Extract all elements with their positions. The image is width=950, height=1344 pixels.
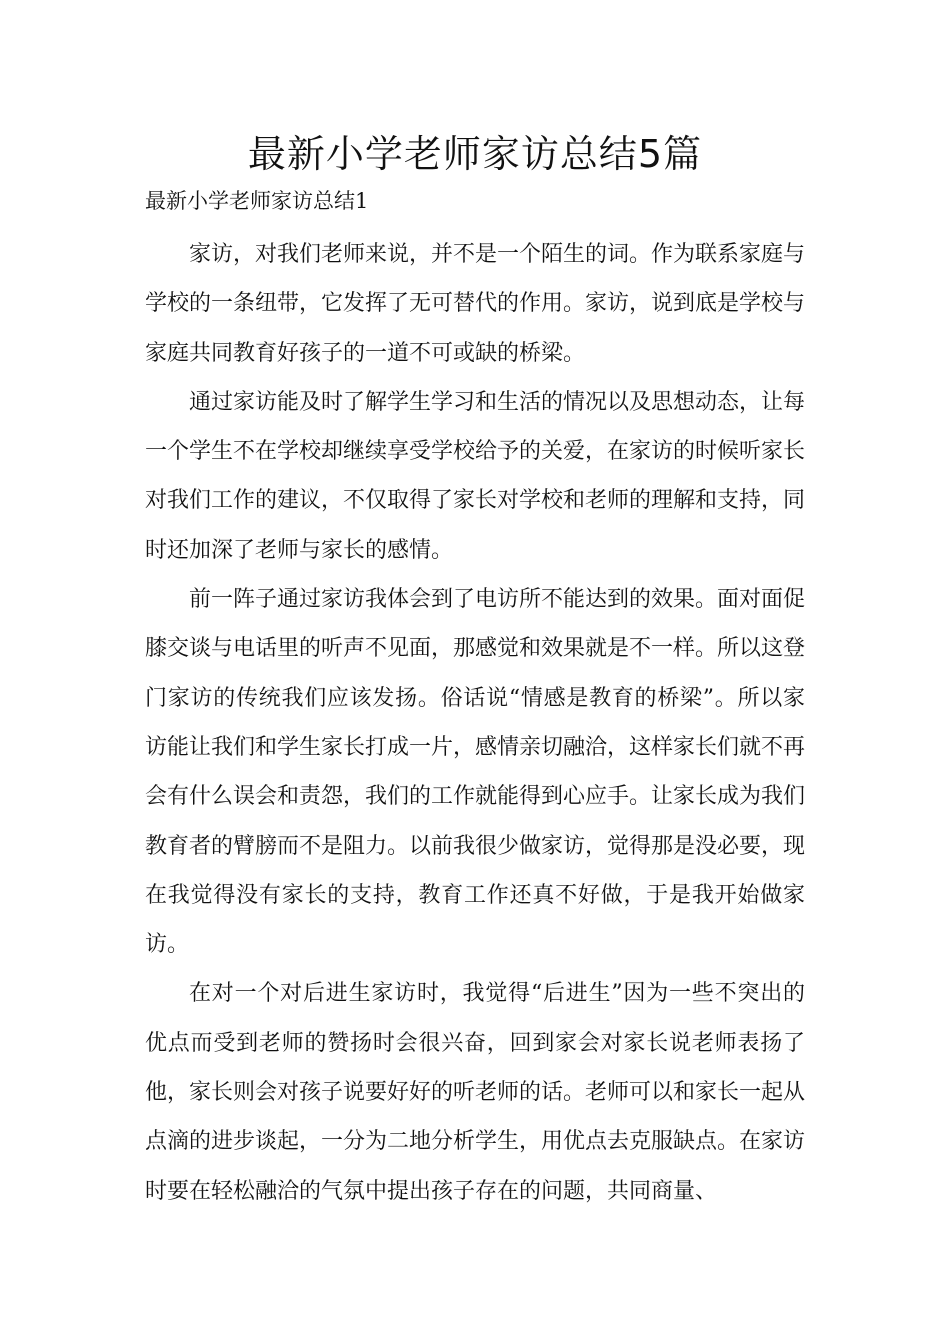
paragraph: 在对一个对后进生家访时，我觉得“后进生”因为一些不突出的优点而受到老师的赞扬时会很兴奋，回到家会对家长说老师表扬了他，家长则会对孩子说要好好的听老师的话。老师可以和家长一起从点滴的进步谈起，一分为二地分析学生，用优点去克服缺点。在家访时要在轻松融洽的气氛中提出孩子存在的问题，共同商量、: [145, 981, 806, 1204]
paragraph: 通过家访能及时了解学生学习和生活的情况以及思想动态，让每一个学生不在学校却继续享受学校给予的关爱，在家访的时候听家长对我们工作的建议，不仅取得了家长对学校和老师的理解和支持，同时还加深了老师与家长的感情。: [145, 389, 806, 563]
document-title: 最新小学老师家访总结5篇: [247, 132, 703, 176]
paragraph: 前一阵子通过家访我体会到了电访所不能达到的效果。面对面促膝交谈与电话里的听声不见面，那感觉和效果就是不一样。所以这登门家访的传统我们应该发扬。俗话说“情感是教育的桥梁”。所以家访能让我们和学生家长打成一片，感情亲切融洽，这样家长们就不再会有什么误会和责怨，我们的工作就能得到心应手。让家长成为我们教育者的臂膀而不是阻力。以前我很少做家访，觉得那是没必要，现在我觉得没有家长的支持，教育工作还真不好做，于是我开始做家访。: [145, 587, 806, 958]
paragraph: 家访，对我们老师来说，并不是一个陌生的词。作为联系家庭与学校的一条纽带，它发挥了无可替代的作用。家访，说到底是学校与家庭共同教育好孩子的一道不可或缺的桥梁。: [145, 242, 806, 366]
section-heading: 最新小学老师家访总结1: [145, 189, 369, 213]
document-body: [145, 230, 805, 1216]
